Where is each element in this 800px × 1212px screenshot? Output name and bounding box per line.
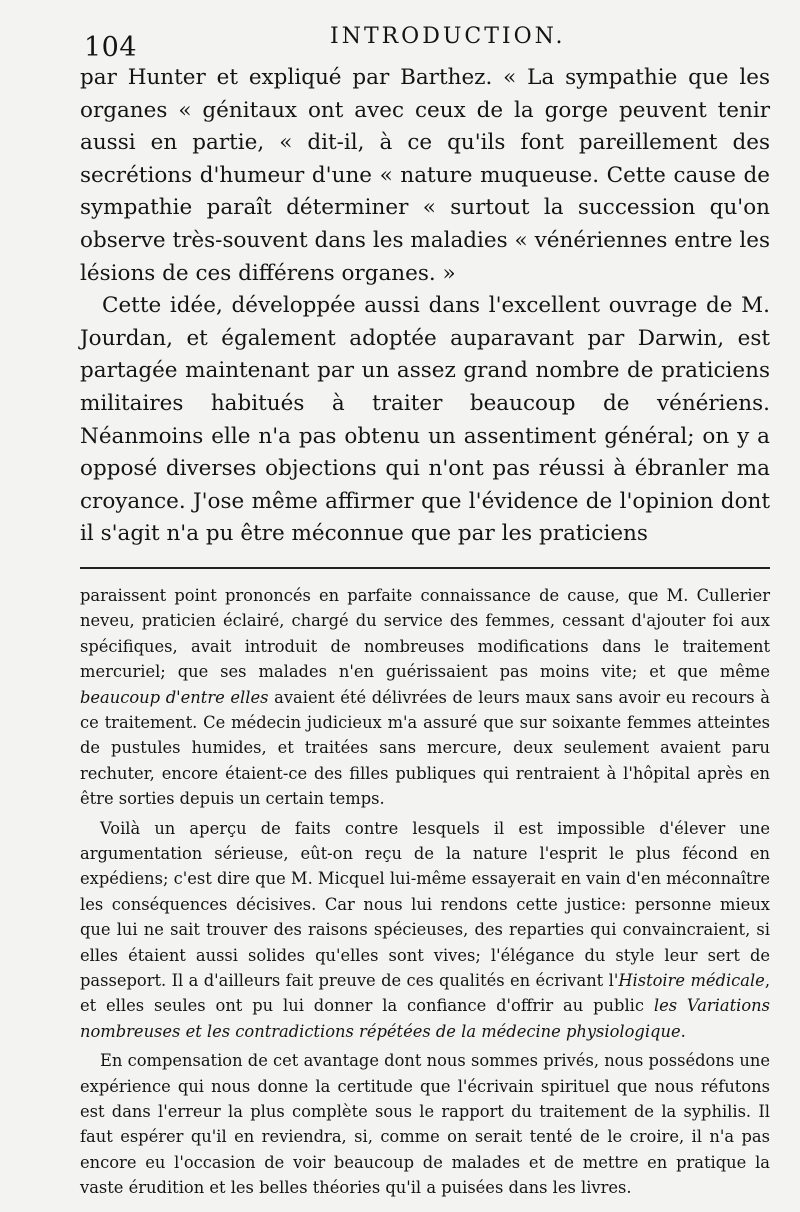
footnote-1-text-b: avaient été délivrées de leurs maux sans avoir eu recours à ce traitement. Ce médecin judicieux m'a assuré que sur soixante femmes atteintes de pustules humides, et traitées sans mercure, deux seulement avaient paru rechuter, encore étaient-ce des filles publiques qui rentraient à l'hôpital après en être sorties depuis un certain temps.	[80, 687, 770, 809]
footnote-paragraph-1	[80, 583, 770, 812]
main-paragraph-2: Cette idée, développée aussi dans l'excellent ouvrage de M. Jourdan, et également adoptée auparavant par Darwin, est partagée maintenant par un assez grand nombre de praticiens militaires habitués à traiter beaucoup de vénériens. Néanmoins elle n'a pas obtenu un assentiment général; on y a opposé diverses objections qui n'ont pas réussi à ébranler ma croyance. J'ose même affirmer que l'évidence de l'opinion dont il s'agit n'a pu être méconnue que par les praticiens	[80, 293, 770, 547]
main-text	[80, 62, 770, 551]
main-paragraph-1: par Hunter et expliqué par Barthez. « La sympathie que les organes « génitaux ont avec ceux de la gorge peuvent tenir aussi en partie, « dit-il, à ce qu'ils font pareillement des secrétions d'humeur d'une « nature muqueuse. Cette cause de sympathie paraît déterminer « surtout la succession qu'on observe très-souvent dans les maladies « vénériennes entre les lésions de ces différens organes. »	[80, 65, 770, 286]
footnote-separator	[80, 567, 770, 569]
footnote-1-text-a: paraissent point prononcés en parfaite connaissance de cause, que M. Cullerier neveu, praticien éclairé, chargé du service des femmes, cessant d'ajouter foi aux spécifiques, avait introduit de nombreuses modifications dans le traitement mercuriel; que ses malades n'en guérissaient pas moins vite; et que même	[80, 585, 770, 682]
running-head: INTRODUCTION.	[330, 24, 566, 49]
footnote-2-emphasis-2: les Variations nombreuses et les contradictions répétées de la médecine physiologique	[80, 996, 770, 1041]
footnote-2-text-b: , et elles seules ont pu lui donner la confiance d'offrir au public	[80, 971, 771, 1016]
footnote-2-emphasis-1: Histoire médicale	[618, 971, 765, 990]
footnote-2-text-a: Voilà un aperçu de faits contre lesquels il est impossible d'élever une argumentation sérieuse, eût-on reçu de la nature l'esprit le plus fécond en expédiens; c'est dire que M. Micquel lui-même essayerait en vain d'en méconnaître les conséquences décisives. Car nous lui rendons cette justice: personne mieux que lui ne sait trouver des raisons spécieuses, des reparties qui convaincraient, si elles étaient aussi solides qu'elles sont vives; l'élégance du style leur sert de passeport. Il a d'ailleurs fait preuve de ces qualités en écrivant l'	[80, 818, 770, 990]
footnote-paragraph-3: En compensation de cet avantage dont nous sommes privés, nous possédons une expérience qui nous donne la certitude que l'écrivain spirituel que nous réfutons est dans l'erreur la plus complète sous le rapport du traitement de la syphilis. Il faut espérer qu'il en reviendra, si, comme on serait tenté de le croire, il n'a pas encore eu l'occasion de voir beaucoup de malades et de mettre en pratique la vaste érudition et les belles théories qu'il a puisées dans les livres.	[80, 1051, 770, 1198]
footnote-2-text-c: .	[680, 1021, 686, 1041]
footnote-1-emphasis: beaucoup d'entre elles	[80, 687, 269, 707]
page-number: 104	[84, 32, 138, 63]
page-header	[80, 18, 770, 62]
footnote-paragraph-2	[80, 816, 770, 1045]
footnote-text	[80, 583, 770, 1201]
